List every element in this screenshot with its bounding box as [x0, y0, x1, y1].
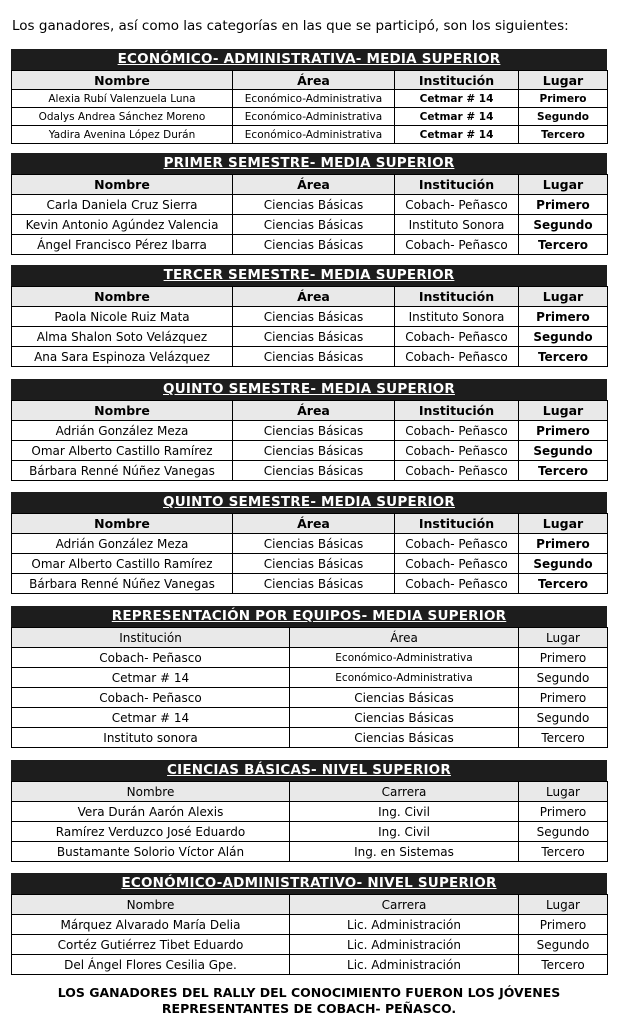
table-row [12, 935, 608, 955]
column-header: Área [290, 628, 519, 648]
footer-note [11, 985, 607, 1017]
section-title: TERCER SEMESTRE- MEDIA SUPERIOR [11, 265, 607, 286]
table-row [12, 915, 608, 935]
section-quinto-semestre-repeat [11, 492, 607, 594]
cell-area: Ciencias Básicas [233, 461, 395, 481]
cell-area: Ciencias Básicas [233, 554, 395, 574]
table-row [12, 307, 608, 327]
cell-area: Ciencias Básicas [233, 307, 395, 327]
section-title: ECONÓMICO-ADMINISTRATIVO- NIVEL SUPERIOR [11, 873, 607, 894]
cell-lugar: Segundo [519, 441, 608, 461]
cell-institucion: Cobach- Peñasco [395, 441, 519, 461]
cell-lugar: Segundo [519, 935, 608, 955]
cell-nombre: Bárbara Renné Núñez Vanegas [12, 461, 233, 481]
column-header: Nombre [12, 782, 290, 802]
table-row [12, 421, 608, 441]
cell-lugar: Primero [519, 802, 608, 822]
cell-area: Ciencias Básicas [233, 534, 395, 554]
cell-lugar: Primero [519, 915, 608, 935]
column-header: Área [233, 71, 395, 90]
cell-nombre: Carla Daniela Cruz Sierra [12, 195, 233, 215]
column-header: Lugar [519, 782, 608, 802]
cell-carrera: Ing. en Sistemas [290, 842, 519, 862]
cell-area: Económico-Administrativa [290, 648, 519, 668]
results-table [11, 286, 608, 367]
table-header-row [12, 514, 608, 534]
cell-institucion: Cobach- Peñasco [395, 195, 519, 215]
table-row [12, 708, 608, 728]
column-header: Lugar [519, 514, 608, 534]
footer-line: REPRESENTANTES DE COBACH- PEÑASCO. [161, 1001, 457, 1016]
column-header: Lugar [519, 401, 608, 421]
cell-area: Económico-Administrativa [290, 668, 519, 688]
cell-nombre: Del Ángel Flores Cesilia Gpe. [12, 955, 290, 975]
table-row [12, 347, 608, 367]
cell-institucion: Cetmar # 14 [12, 708, 290, 728]
cell-institucion: Instituto Sonora [395, 215, 519, 235]
cell-nombre: Paola Nicole Ruiz Mata [12, 307, 233, 327]
cell-nombre: Adrián González Meza [12, 421, 233, 441]
cell-lugar: Tercero [519, 235, 608, 255]
column-header: Área [233, 175, 395, 195]
table-row [12, 327, 608, 347]
section-primer-semestre [11, 153, 607, 255]
cell-nombre: Adrián González Meza [12, 534, 233, 554]
table-header-row [12, 895, 608, 915]
results-table [11, 70, 608, 144]
column-header: Área [233, 287, 395, 307]
table-row [12, 668, 608, 688]
cell-nombre: Omar Alberto Castillo Ramírez [12, 554, 233, 574]
cell-carrera: Lic. Administración [290, 935, 519, 955]
section-title: PRIMER SEMESTRE- MEDIA SUPERIOR [11, 153, 607, 174]
column-header: Carrera [290, 782, 519, 802]
cell-area: Ciencias Básicas [290, 728, 519, 748]
table-row [12, 554, 608, 574]
table-header-row [12, 71, 608, 90]
cell-lugar: Tercero [519, 574, 608, 594]
column-header: Lugar [519, 71, 608, 90]
column-header: Nombre [12, 895, 290, 915]
section-title: QUINTO SEMESTRE- MEDIA SUPERIOR [11, 379, 607, 400]
results-table [11, 400, 608, 481]
table-row [12, 534, 608, 554]
column-header: Institución [395, 175, 519, 195]
cell-area: Ciencias Básicas [233, 574, 395, 594]
cell-area: Ciencias Básicas [233, 327, 395, 347]
table-header-row [12, 401, 608, 421]
cell-carrera: Ing. Civil [290, 822, 519, 842]
cell-lugar: Segundo [519, 215, 608, 235]
cell-institucion: Cobach- Peñasco [395, 327, 519, 347]
column-header: Nombre [12, 401, 233, 421]
cell-institucion: Cobach- Peñasco [12, 688, 290, 708]
footer-line: LOS GANADORES DEL RALLY DEL CONOCIMIENTO FUERON LOS JÓVENES [57, 985, 561, 1000]
section-ciencias-basicas-nivel-superior [11, 760, 607, 862]
cell-nombre: Bustamante Solorio Víctor Alán [12, 842, 290, 862]
results-table [11, 781, 608, 862]
cell-nombre: Odalys Andrea Sánchez Moreno [12, 108, 233, 126]
cell-institucion: Cobach- Peñasco [395, 534, 519, 554]
column-header: Nombre [12, 175, 233, 195]
cell-carrera: Lic. Administración [290, 955, 519, 975]
cell-nombre: Kevin Antonio Agúndez Valencia [12, 215, 233, 235]
cell-lugar: Segundo [519, 822, 608, 842]
column-header: Lugar [519, 287, 608, 307]
section-quinto-semestre [11, 379, 607, 481]
cell-nombre: Márquez Alvarado María Delia [12, 915, 290, 935]
cell-nombre: Alma Shalon Soto Velázquez [12, 327, 233, 347]
section-title: QUINTO SEMESTRE- MEDIA SUPERIOR [11, 492, 607, 513]
cell-nombre: Yadira Avenina López Durán [12, 126, 233, 144]
column-header: Institución [12, 628, 290, 648]
table-header-row [12, 782, 608, 802]
cell-lugar: Primero [519, 195, 608, 215]
cell-lugar: Tercero [519, 347, 608, 367]
cell-institucion: Instituto Sonora [395, 307, 519, 327]
cell-nombre: Omar Alberto Castillo Ramírez [12, 441, 233, 461]
section-economico-administrativo-nivel-superior [11, 873, 607, 975]
cell-institucion: Cobach- Peñasco [12, 648, 290, 668]
cell-lugar: Primero [519, 421, 608, 441]
cell-lugar: Primero [519, 307, 608, 327]
cell-lugar: Segundo [519, 327, 608, 347]
table-row [12, 842, 608, 862]
section-representacion-por-equipos [11, 606, 607, 748]
cell-area: Ciencias Básicas [233, 215, 395, 235]
section-title: CIENCIAS BÁSICAS- NIVEL SUPERIOR [11, 760, 607, 781]
section-economico-administrativa-media-superior [11, 49, 607, 144]
table-row [12, 108, 608, 126]
cell-area: Ciencias Básicas [233, 195, 395, 215]
cell-nombre: Ana Sara Espinoza Velázquez [12, 347, 233, 367]
section-title: ECONÓMICO- ADMINISTRATIVA- MEDIA SUPERIOR [11, 49, 607, 70]
table-row [12, 688, 608, 708]
cell-area: Ciencias Básicas [233, 235, 395, 255]
table-header-row [12, 628, 608, 648]
cell-nombre: Ángel Francisco Pérez Ibarra [12, 235, 233, 255]
cell-lugar: Segundo [519, 554, 608, 574]
cell-carrera: Lic. Administración [290, 915, 519, 935]
cell-area: Ciencias Básicas [233, 421, 395, 441]
table-row [12, 126, 608, 144]
cell-lugar: Tercero [519, 461, 608, 481]
cell-area: Ciencias Básicas [233, 441, 395, 461]
cell-institucion: Cetmar # 14 [395, 90, 519, 108]
cell-lugar: Tercero [519, 728, 608, 748]
cell-area: Económico-Administrativa [233, 90, 395, 108]
cell-nombre: Cortéz Gutiérrez Tibet Eduardo [12, 935, 290, 955]
cell-area: Ciencias Básicas [290, 708, 519, 728]
cell-nombre: Ramírez Verduzco José Eduardo [12, 822, 290, 842]
cell-nombre: Alexia Rubí Valenzuela Luna [12, 90, 233, 108]
column-header: Institución [395, 71, 519, 90]
table-header-row [12, 175, 608, 195]
results-table [11, 627, 608, 748]
cell-lugar: Tercero [519, 126, 608, 144]
column-header: Nombre [12, 514, 233, 534]
cell-lugar: Primero [519, 534, 608, 554]
table-row [12, 90, 608, 108]
cell-institucion: Cobach- Peñasco [395, 574, 519, 594]
cell-lugar: Segundo [519, 668, 608, 688]
table-row [12, 461, 608, 481]
column-header: Lugar [519, 628, 608, 648]
results-table [11, 174, 608, 255]
cell-institucion: Cobach- Peñasco [395, 347, 519, 367]
results-table [11, 894, 608, 975]
table-header-row [12, 287, 608, 307]
cell-area: Ciencias Básicas [233, 347, 395, 367]
section-title: REPRESENTACIÓN POR EQUIPOS- MEDIA SUPERIOR [11, 606, 607, 627]
column-header: Institución [395, 287, 519, 307]
column-header: Área [233, 401, 395, 421]
cell-lugar: Segundo [519, 108, 608, 126]
cell-institucion: Cetmar # 14 [395, 126, 519, 144]
table-row [12, 648, 608, 668]
table-row [12, 235, 608, 255]
results-table [11, 513, 608, 594]
table-row [12, 728, 608, 748]
cell-institucion: Cobach- Peñasco [395, 461, 519, 481]
column-header: Lugar [519, 895, 608, 915]
cell-institucion: Cobach- Peñasco [395, 235, 519, 255]
cell-lugar: Primero [519, 648, 608, 668]
column-header: Nombre [12, 287, 233, 307]
cell-area: Económico-Administrativa [233, 108, 395, 126]
table-row [12, 955, 608, 975]
cell-nombre: Vera Durán Aarón Alexis [12, 802, 290, 822]
table-row [12, 215, 608, 235]
column-header: Institución [395, 401, 519, 421]
table-row [12, 574, 608, 594]
cell-area: Ciencias Básicas [290, 688, 519, 708]
cell-institucion: Cobach- Peñasco [395, 554, 519, 574]
section-tercer-semestre [11, 265, 607, 367]
intro-text: Los ganadores, así como las categorías en las que se participó, son los siguientes: [12, 18, 569, 34]
table-row [12, 441, 608, 461]
column-header: Lugar [519, 175, 608, 195]
column-header: Nombre [12, 71, 233, 90]
cell-lugar: Primero [519, 90, 608, 108]
cell-nombre: Bárbara Renné Núñez Vanegas [12, 574, 233, 594]
cell-institucion: Cobach- Peñasco [395, 421, 519, 441]
column-header: Institución [395, 514, 519, 534]
cell-institucion: Cetmar # 14 [12, 668, 290, 688]
cell-lugar: Segundo [519, 708, 608, 728]
column-header: Área [233, 514, 395, 534]
cell-area: Económico-Administrativa [233, 126, 395, 144]
cell-institucion: Instituto sonora [12, 728, 290, 748]
table-row [12, 822, 608, 842]
cell-carrera: Ing. Civil [290, 802, 519, 822]
cell-institucion: Cetmar # 14 [395, 108, 519, 126]
cell-lugar: Tercero [519, 955, 608, 975]
column-header: Carrera [290, 895, 519, 915]
table-row [12, 802, 608, 822]
table-row [12, 195, 608, 215]
cell-lugar: Tercero [519, 842, 608, 862]
cell-lugar: Primero [519, 688, 608, 708]
